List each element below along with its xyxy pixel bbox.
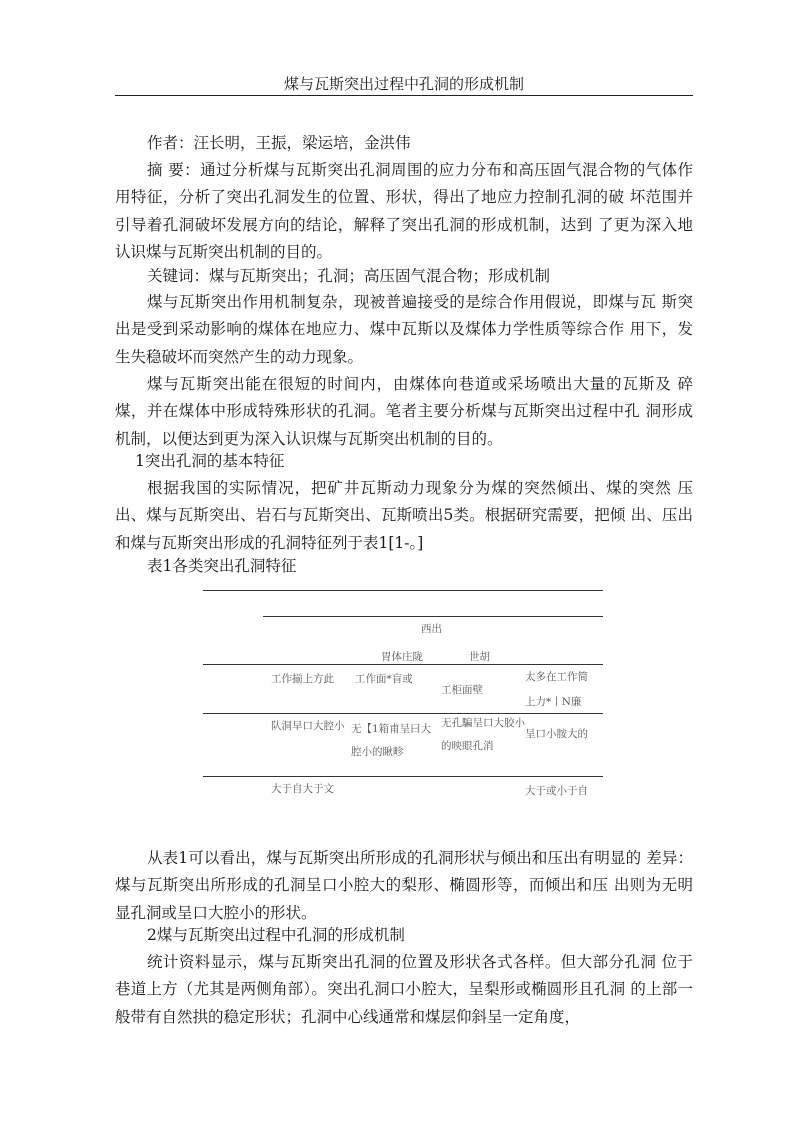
running-header: 煤与瓦斯突出过程中孔洞的形成机制 <box>283 75 524 93</box>
table-rule-3 <box>203 776 603 777</box>
table-rule-2 <box>203 713 603 714</box>
table-cell-r2c1: 队洞早口大腔小 <box>271 720 345 732</box>
hole-feature-table <box>203 590 603 820</box>
paragraph-5: 统计资料显示，煤与瓦斯突出孔洞的位置及形状各式各样。但大部分孔洞 位于巷道上方（尤其是两侧角部）。突出孔洞口小腔大，呈梨形或椭圆形且孔洞 的上部一般带有自然拱的稳定形状；孔洞中心线通常和煤层仰斜呈一定角度， <box>115 953 693 1026</box>
header-rule <box>115 95 693 96</box>
paragraph-4: 从表1可以看出，煤与瓦斯突出所形成的孔洞形状与倾出和压出有明显的 差异：煤与瓦斯突出所形成的孔洞呈口小腔大的梨形、椭圆形等，而倾出和压 出则为无明显孔洞或呈口大腔小的形状。 <box>115 849 693 922</box>
table-rule-header <box>263 616 603 617</box>
table-cell-r3c4: 大于或小于自 <box>525 785 588 797</box>
table-caption: 表1各类突出孔洞特征 <box>147 557 297 575</box>
table-header-sub-1: 胃体庄陇 <box>381 651 423 663</box>
paragraph-3: 根据我国的实际情况，把矿井瓦斯动力现象分为煤的突然倾出、煤的突然 压出、煤与瓦斯突出、岩石与瓦斯突出、瓦斯喷出5类。根据研究需要，把倾 出、压出和煤与瓦斯突出形成的孔洞特征列于表1[1-。] <box>115 479 693 552</box>
table-cell-r1c3: 工柜面壁 <box>441 684 483 696</box>
table-cell-r2c3: 无孔騙呈口大胶小的映眼孔消 <box>441 717 525 752</box>
table-cell-r3c1: 大于自大于文 <box>271 783 334 795</box>
section-heading-1: 1突出孔洞的基本特征 <box>135 452 285 470</box>
table-cell-r1c4: 太多在工作简 <box>525 671 588 683</box>
paragraph-2: 煤与瓦斯突出能在很短的时间内，由煤体向巷道或采场喷出大量的瓦斯及 碎煤，并在煤体中形成特殊形状的孔洞。笔者主要分析煤与瓦斯突出过程中孔 洞形成机制，以便达到更为深入认识煤与瓦斯突出机制的目的。 <box>115 375 693 448</box>
table-rule-top <box>203 590 603 591</box>
table-cell-r1c4b: 上力*丨N廉 <box>525 696 582 708</box>
keywords: 关键词：煤与瓦斯突出；孔洞；高压固气混合物；形成机制 <box>147 267 551 285</box>
authors: 作者：汪长明，王振，梁运培，金洪伟 <box>147 134 411 152</box>
abstract: 摘 要：通过分析煤与瓦斯突出孔洞周围的应力分布和高压固气混合物的气体作用特征，分析了突出孔洞发生的位置、形状，得出了地应力控制孔洞的破 坏范围并引导着孔洞破坏发展方向的结论，解释了突出孔洞的形成机制，达到 了更为深入地认识煤与瓦斯突出机制的目的。 <box>115 161 693 262</box>
table-rule-1 <box>203 664 603 665</box>
table-header-sub-2: 世胡 <box>469 651 490 663</box>
table-cell-r2c2: 无【1箱甫呈曰大腔小的瞅畛 <box>351 723 432 758</box>
table-cell-r2c4: 呈口小胺大的 <box>525 728 588 740</box>
table-cell-r1c2: 工作面*盲或 <box>355 673 413 685</box>
table-cell-r1c1: 工作揃上方此 <box>271 673 334 685</box>
table-header-top: 西出 <box>421 623 442 635</box>
section-heading-2: 2煤与瓦斯突出过程中孔洞的形成机制 <box>147 926 405 944</box>
paragraph-1: 煤与瓦斯突出作用机制复杂，现被普遍接受的是综合作用假说，即煤与瓦 斯突出是受到采动影响的煤体在地应力、煤中瓦斯以及煤体力学性质等综合作 用下，发生失稳破坏而突然产生的动力现象。 <box>115 293 693 366</box>
